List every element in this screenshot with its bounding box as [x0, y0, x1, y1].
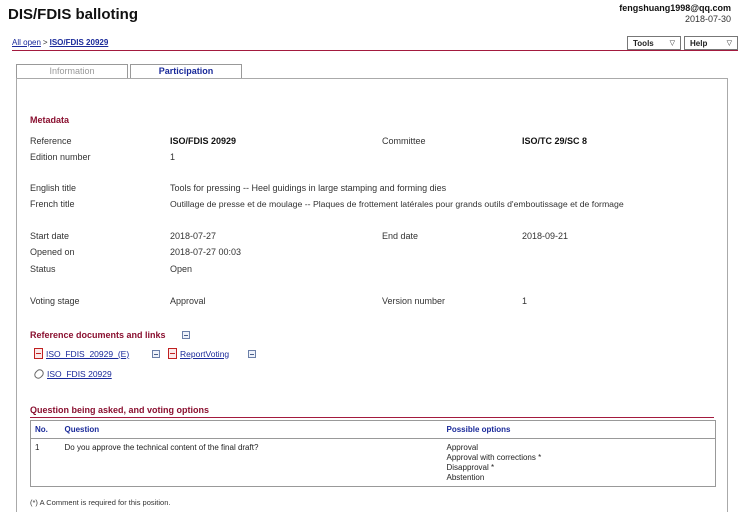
chevron-down-icon: ▽: [669, 40, 675, 47]
french-title-value: Outillage de presse et de moulage -- Plaques de frottement latérales pour grands outils d'emboutissage et de formage: [170, 199, 624, 209]
breadcrumb-separator: >: [42, 38, 48, 47]
paperclip-icon: [33, 368, 46, 381]
user-email: fengshuang1998@qq.com: [619, 3, 731, 13]
col-header-options: Possible options: [443, 421, 716, 439]
doc-link-fdis-pdf[interactable]: [34, 348, 129, 359]
help-menu-button[interactable]: [684, 36, 738, 50]
tab-information[interactable]: Information: [16, 64, 128, 78]
option-abstention: Abstention: [446, 473, 485, 482]
start-date-label: Start date: [30, 231, 70, 241]
col-header-question: Question: [61, 421, 443, 439]
table-header-row: [31, 421, 716, 439]
tools-menu-label: Tools: [633, 38, 654, 48]
user-date: 2018-07-30: [684, 14, 731, 24]
option-approval-with-corrections: Approval with corrections *: [446, 453, 542, 462]
pdf-icon: [34, 348, 43, 359]
question-table: [30, 420, 716, 487]
expand-icon[interactable]: [152, 350, 160, 358]
col-header-no: No.: [31, 421, 61, 439]
doc-link-fdis-link[interactable]: [34, 369, 112, 379]
tools-menu-button[interactable]: [627, 36, 681, 50]
french-title-label: French title: [30, 199, 75, 209]
reference-value: ISO/FDIS 20929: [170, 136, 237, 146]
add-reference-icon[interactable]: [182, 331, 190, 339]
row-question: Do you approve the technical content of the final draft?: [64, 443, 259, 452]
tab-bar: [16, 64, 244, 78]
expand-icon[interactable]: [248, 350, 256, 358]
voting-stage-value: Approval: [170, 296, 206, 306]
reference-documents-heading: Reference documents and links: [30, 330, 166, 340]
reference-label: Reference: [30, 136, 72, 146]
comment-footnote: (*) A Comment is required for this position.: [30, 498, 171, 507]
row-options: [443, 439, 716, 487]
doc-link-report-voting-label: ReportVoting: [180, 348, 230, 359]
help-menu-label: Help: [690, 38, 708, 48]
doc-link-fdis-link-label: ISO_FDIS 20929: [47, 369, 112, 379]
content-panel: [16, 78, 728, 512]
metadata-heading: Metadata: [30, 115, 70, 125]
voting-stage-label: Voting stage: [30, 296, 80, 306]
pdf-icon: [168, 348, 177, 359]
app-title: DIS/FDIS balloting: [8, 6, 138, 23]
committee-value: ISO/TC 29/SC 8: [522, 136, 588, 146]
breadcrumb: [12, 38, 108, 47]
english-title-value: Tools for pressing -- Heel guidings in large stamping and forming dies: [170, 183, 447, 193]
row-number: 1: [35, 443, 40, 452]
table-row: [31, 439, 716, 487]
opened-on-label: Opened on: [30, 247, 75, 257]
english-title-label: English title: [30, 183, 77, 193]
breadcrumb-current-link[interactable]: ISO/FDIS 20929: [49, 38, 109, 47]
version-value: 1: [522, 296, 528, 306]
committee-label: Committee: [382, 136, 426, 146]
option-disapproval: Disapproval *: [446, 463, 495, 472]
end-date-label: End date: [382, 231, 419, 241]
version-label: Version number: [382, 296, 446, 306]
doc-link-fdis-pdf-label: ISO_FDIS_20929_(E): [46, 348, 130, 359]
status-value: Open: [170, 264, 193, 274]
menu-bar: [624, 36, 738, 50]
option-approval: Approval: [446, 443, 479, 452]
edition-label: Edition number: [30, 152, 91, 162]
tab-participation[interactable]: Participation: [130, 64, 242, 78]
status-label: Status: [30, 264, 56, 274]
opened-on-value: 2018-07-27 00:03: [170, 247, 242, 257]
end-date-value: 2018-09-21: [522, 231, 569, 241]
start-date-value: 2018-07-27: [170, 231, 217, 241]
header-divider: [12, 50, 738, 51]
doc-link-report-voting[interactable]: [168, 348, 229, 359]
breadcrumb-root-link[interactable]: All open: [12, 38, 41, 47]
user-info: [619, 3, 731, 25]
question-heading: Question being asked, and voting options: [30, 405, 210, 415]
edition-value: 1: [170, 152, 176, 162]
chevron-down-icon: ▽: [726, 40, 732, 47]
question-divider: [30, 417, 714, 418]
